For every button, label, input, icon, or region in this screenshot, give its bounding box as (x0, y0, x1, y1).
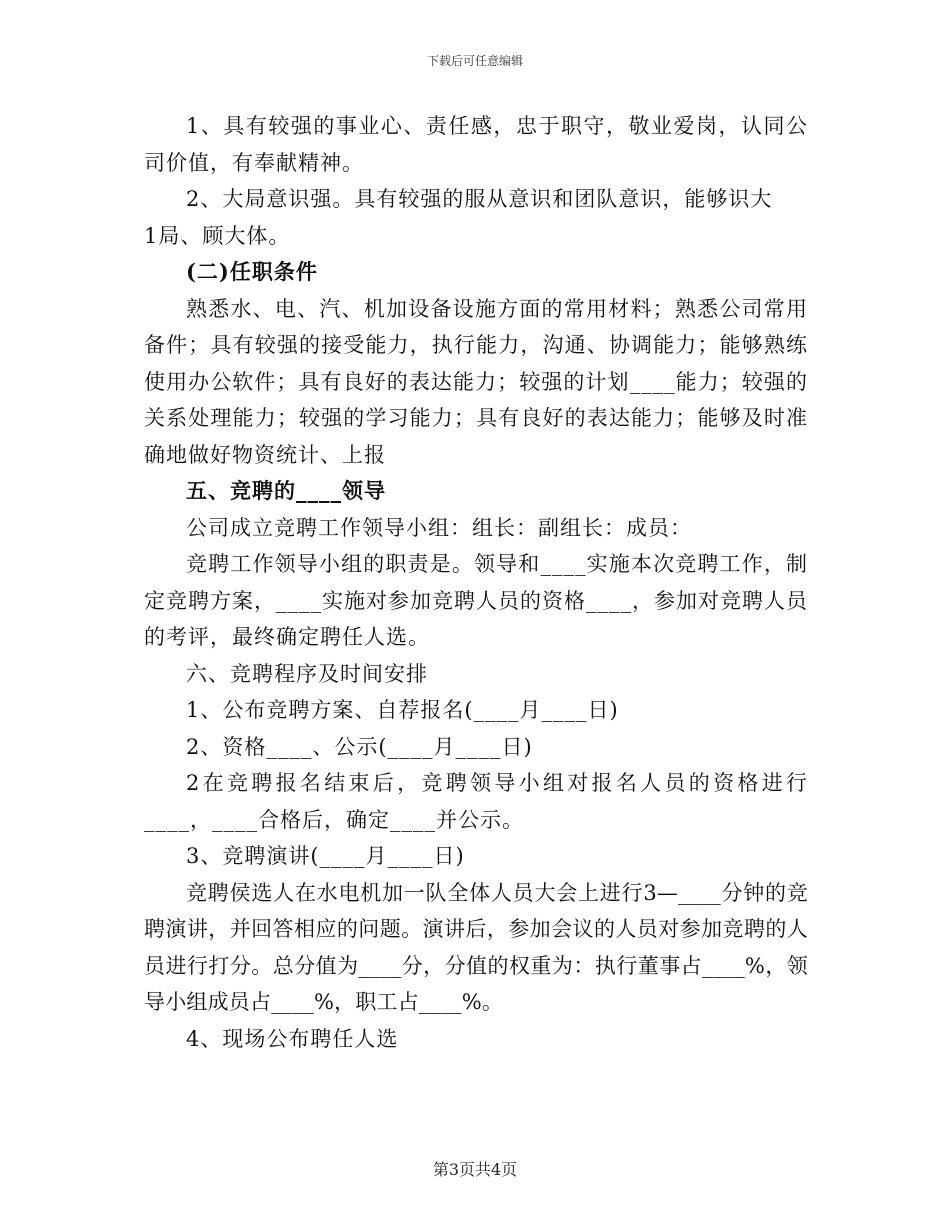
page-footer: 第3页共4页 (432, 1160, 518, 1179)
procedure-step-2: 2、资格____、公示(____月____日) (186, 734, 533, 759)
procedure-step-3-detail: 竞聘侯选人在水电机加一队全体人员大会上进行3—____分钟的竞聘演讲，并回答相应的问题。演讲后，参加会议的人员对参加竞聘的人员进行打分。总分值为____分，分值的权重为：执行董事占____%，领导小组成员占____%，职工占____%。 (144, 880, 808, 1014)
procedure-step-3: 3、竞聘演讲(____月____日) (186, 844, 465, 868)
section-heading-procedure: 六、竞聘程序及时间安排 (186, 661, 428, 686)
paragraph-leadership-group: 公司成立竞聘工作领导小组：组长：副组长：成员： (186, 515, 692, 540)
paragraph-qualifications: 熟悉水、电、汽、机加设备设施方面的常用材料；熟悉公司常用备件；具有较强的接受能力，执行能力，沟通、协调能力；能够熟练使用办公软件；具有良好的表达能力；较强的计划____能力；较强的关系处理能力；较强的学习能力；具有良好的表达能力；能够及时准确地做好物资统计、上报 (144, 296, 808, 467)
paragraph-leadership-duties: 竞聘工作领导小组的职责是。领导和____实施本次竞聘工作，制定竞聘方案，____实施对参加竞聘人员的资格____，参加对竞聘人员的考评，最终确定聘任人选。 (144, 552, 808, 649)
paragraph-requirement-2-cont: 1局、顾大体。 (144, 223, 291, 248)
paragraph-requirement-1: 1、具有较强的事业心、责任感，忠于职守，敬业爱岗，认同公司价值，有奉献精神。 (144, 114, 808, 175)
procedure-step-1: 1、公布竞聘方案、自荐报名(____月____日) (186, 698, 619, 722)
procedure-step-2-detail: 2在竞聘报名结束后，竞聘领导小组对报名人员的资格进行____，____合格后，确定____并公示。 (144, 771, 808, 832)
section-heading-leadership: 五、竞聘的____领导 (186, 478, 386, 503)
document-body (144, 108, 808, 1057)
paragraph-requirement-2: 2、大局意识强。具有较强的服从意识和团队意识，能够识大 (186, 187, 773, 211)
section-heading-qualifications: (二)任职条件 (186, 259, 318, 284)
procedure-step-4: 4、现场公布聘任人选 (186, 1026, 399, 1051)
page-header: 下载后可任意编辑 (426, 54, 523, 68)
